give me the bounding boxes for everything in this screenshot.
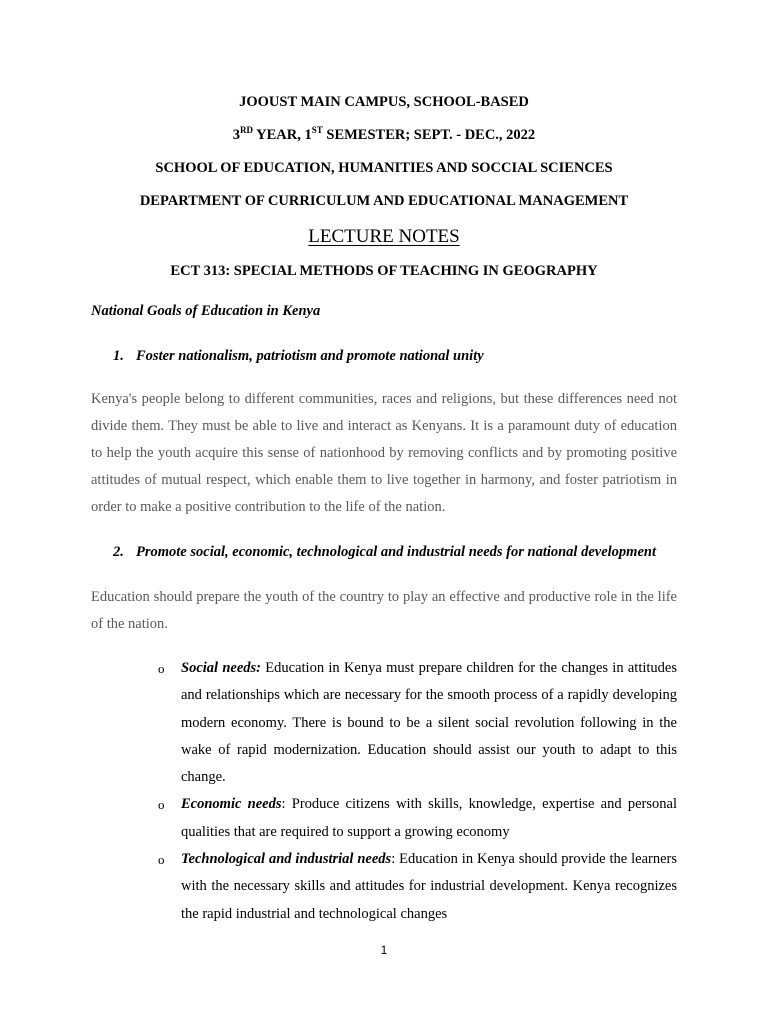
year-text: YEAR, 1 — [253, 127, 312, 143]
list-item-technological-needs — [158, 846, 677, 928]
school-line: SCHOOL OF EDUCATION, HUMANITIES AND SOCCIAL SCIENCES — [155, 160, 613, 176]
social-needs-text: Education in Kenya must prepare children for the changes in attitudes and relationships which are necessary for the smooth process of a rapidly developing modern economy. There is bound to be a silent social revolution following in the wake of rapid modernization. Education should assist our youth to adapt to this change. — [181, 660, 678, 786]
bullet-marker: o — [158, 797, 165, 813]
goal-1-title: Foster nationalism, patriotism and promote national unity — [136, 348, 484, 364]
year-semester-line — [91, 127, 677, 144]
course-title: ECT 313: SPECIAL METHODS OF TEACHING IN GEOGRAPHY — [170, 263, 598, 279]
department-line: DEPARTMENT OF CURRICULUM AND EDUCATIONAL MANAGEMENT — [139, 193, 629, 209]
technological-needs-label: Technological and industrial needs — [181, 851, 392, 868]
technological-needs-text: : Education in Kenya should provide the learners with the necessary skills and attitudes for industrial development. Kenya recognizes the rapid industrial and technological changes — [181, 851, 677, 922]
semester-suffix: ST — [311, 125, 323, 135]
goal-2-heading — [113, 544, 656, 561]
list-item-social-needs — [158, 655, 677, 791]
goal-2-number: 2. — [113, 544, 124, 560]
goal-1-paragraph: Kenya's people belong to different communities, races and religions, but these differences need not divide them. They must be able to live and interact as Kenyans. It is a paramount duty of education to help the youth acquire this sense of nationhood by removing conflicts and by promoting positive attitudes of mutual respect, which enable them to live together in harmony, and foster patriotism in order to make a positive contribution to the life of the nation. — [91, 391, 677, 515]
bullet-marker: o — [158, 852, 165, 868]
bullet-marker: o — [158, 661, 165, 676]
page-number: 1 — [380, 943, 388, 957]
goal-2-paragraph: Education should prepare the youth of the country to play an effective and productive role in the life of the nation. — [91, 589, 677, 632]
semester-text: SEMESTER; SEPT. - DEC., 2022 — [322, 127, 536, 143]
social-needs-label: Social needs: — [181, 660, 262, 676]
list-item-economic-needs — [158, 791, 677, 846]
economic-needs-text: : Produce citizens with skills, knowledge, expertise and personal qualities that are required to support a growing economy — [181, 796, 677, 840]
document-title: LECTURE NOTES — [308, 226, 460, 247]
section-heading: National Goals of Education in Kenya — [91, 303, 321, 319]
economic-needs-label: Economic needs — [181, 796, 282, 813]
campus-line: JOOUST MAIN CAMPUS, SCHOOL-BASED — [239, 94, 529, 110]
goal-1-number: 1. — [113, 348, 124, 364]
goal-1-heading — [113, 348, 484, 365]
year-number: 3 — [232, 127, 241, 143]
needs-list — [158, 655, 677, 928]
year-suffix: RD — [240, 125, 254, 135]
goal-2-title: Promote social, economic, technological and industrial needs for national development — [136, 544, 656, 560]
